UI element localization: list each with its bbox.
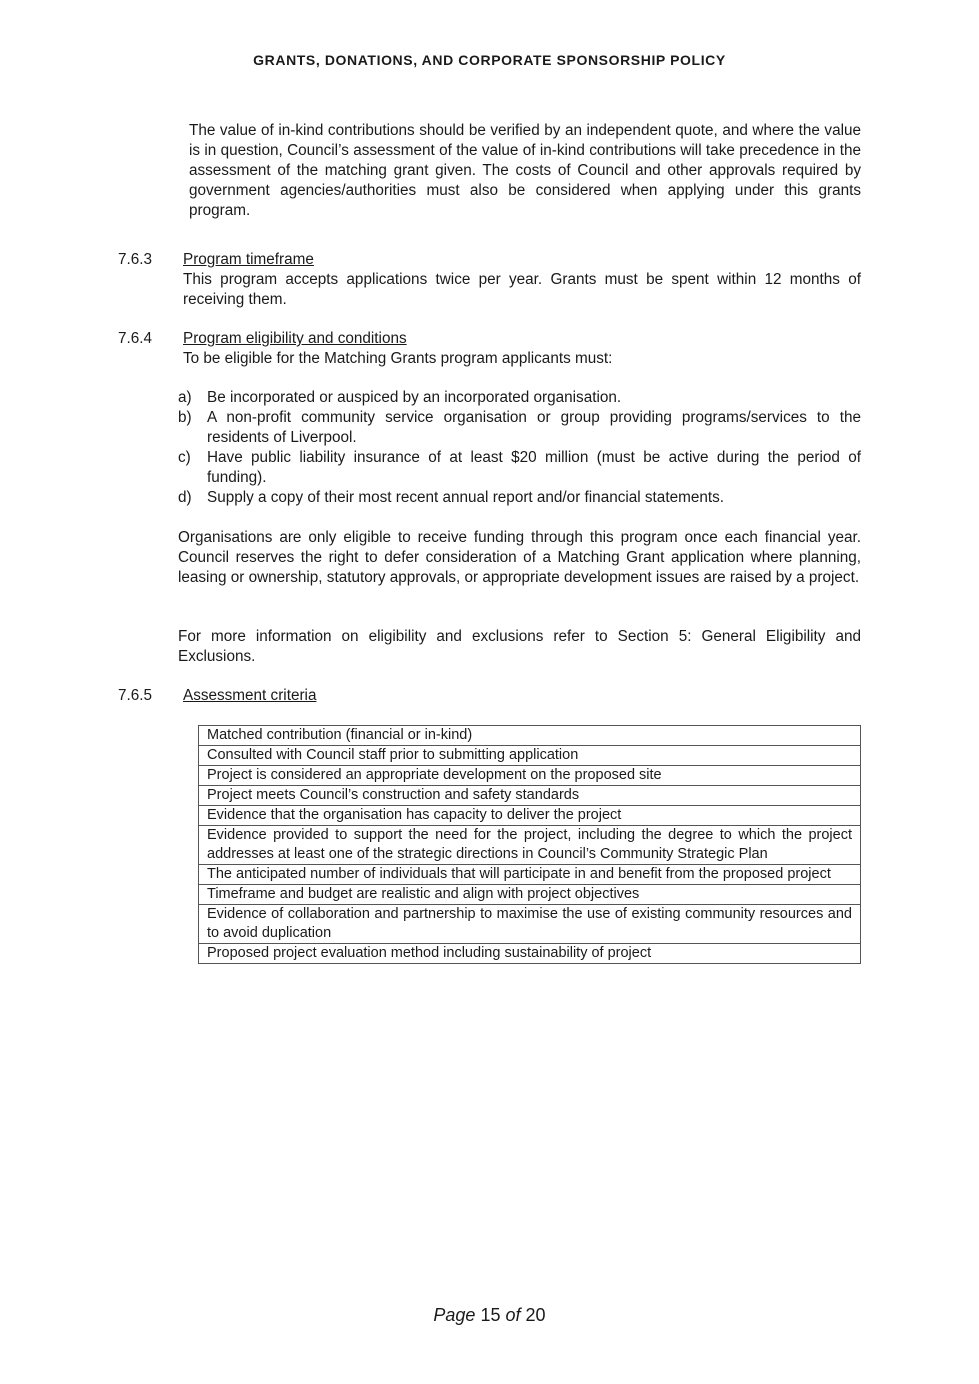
- list-marker: c): [178, 449, 191, 466]
- list-item-text: A non-profit community service organisation or group providing programs/services to the residents of Liverpool.: [207, 409, 861, 446]
- table-row: [199, 806, 861, 826]
- section-number: 7.6.4: [118, 330, 153, 347]
- table-cell: Proposed project evaluation method including sustainability of project: [199, 944, 861, 964]
- table-cell: Evidence of collaboration and partnership to maximise the use of existing community resources and to avoid duplication: [199, 905, 861, 944]
- page-footer: [0, 1305, 979, 1326]
- section-number: 7.6.3: [118, 251, 153, 268]
- page-word: Page: [433, 1305, 476, 1325]
- table-cell: Matched contribution (financial or in-kind): [199, 726, 861, 746]
- list-item: [178, 488, 861, 508]
- table-cell: Consulted with Council staff prior to submitting application: [199, 746, 861, 766]
- table-row: [199, 885, 861, 905]
- total-pages: 20: [525, 1305, 546, 1325]
- table-row: [199, 726, 861, 746]
- table-row: [199, 746, 861, 766]
- of-word: of: [505, 1305, 521, 1325]
- table-cell: Timeframe and budget are realistic and align with project objectives: [199, 885, 861, 905]
- section-body: This program accepts applications twice per year. Grants must be spent within 12 months of receiving them.: [183, 271, 861, 308]
- section-body: To be eligible for the Matching Grants program applicants must:: [183, 350, 613, 367]
- section-title-assessment-criteria: Assessment criteria: [183, 687, 317, 704]
- table-row: [199, 766, 861, 786]
- section-title-program-timeframe: Program timeframe: [183, 251, 314, 268]
- table-row: [199, 826, 861, 865]
- list-item-text: Have public liability insurance of at least $20 million (must be active during the period of funding).: [207, 449, 861, 486]
- intro-paragraph: The value of in-kind contributions should be verified by an independent quote, and where the value is in question, Council’s assessment of the value of in-kind contributions will take precedence in the assessment of the matching grant given. The costs of Council and other approvals required by government agencies/authorities must also be considered when applying under this grants program.: [189, 122, 861, 219]
- eligibility-list: [178, 388, 861, 508]
- table-row: [199, 786, 861, 806]
- eligibility-paragraph: Organisations are only eligible to receive funding through this program once each financial year. Council reserves the right to defer consideration of a Matching Grant application where planning, leasing or ownership, statutory approvals, or appropriate development issues are raised by a project.: [178, 529, 861, 586]
- page-number: 15: [480, 1305, 501, 1325]
- table-cell: Evidence provided to support the need for the project, including the degree to which the project addresses at least one of the strategic directions in Council’s Community Strategic Plan: [199, 826, 861, 865]
- assessment-criteria-table: [198, 725, 861, 964]
- list-item-text: Supply a copy of their most recent annual report and/or financial statements.: [207, 489, 724, 506]
- table-cell: The anticipated number of individuals that will participate in and benefit from the proposed project: [199, 865, 861, 885]
- section-number: 7.6.5: [118, 687, 153, 704]
- list-marker: b): [178, 409, 192, 426]
- table-row: [199, 905, 861, 944]
- list-item: [178, 388, 861, 408]
- table-cell: Evidence that the organisation has capacity to deliver the project: [199, 806, 861, 826]
- list-item: [178, 448, 861, 488]
- list-marker: d): [178, 489, 192, 506]
- table-cell: Project meets Council’s construction and safety standards: [199, 786, 861, 806]
- table-row: [199, 865, 861, 885]
- table-cell: Project is considered an appropriate development on the proposed site: [199, 766, 861, 786]
- list-marker: a): [178, 389, 192, 406]
- table-row: [199, 944, 861, 964]
- list-item: [178, 408, 861, 448]
- section-title-eligibility: Program eligibility and conditions: [183, 330, 407, 347]
- list-item-text: Be incorporated or auspiced by an incorporated organisation.: [207, 389, 622, 406]
- exclusions-paragraph: For more information on eligibility and exclusions refer to Section 5: General Eligibility and Exclusions.: [178, 628, 861, 665]
- page-header-title: GRANTS, DONATIONS, AND CORPORATE SPONSORSHIP POLICY: [253, 52, 726, 68]
